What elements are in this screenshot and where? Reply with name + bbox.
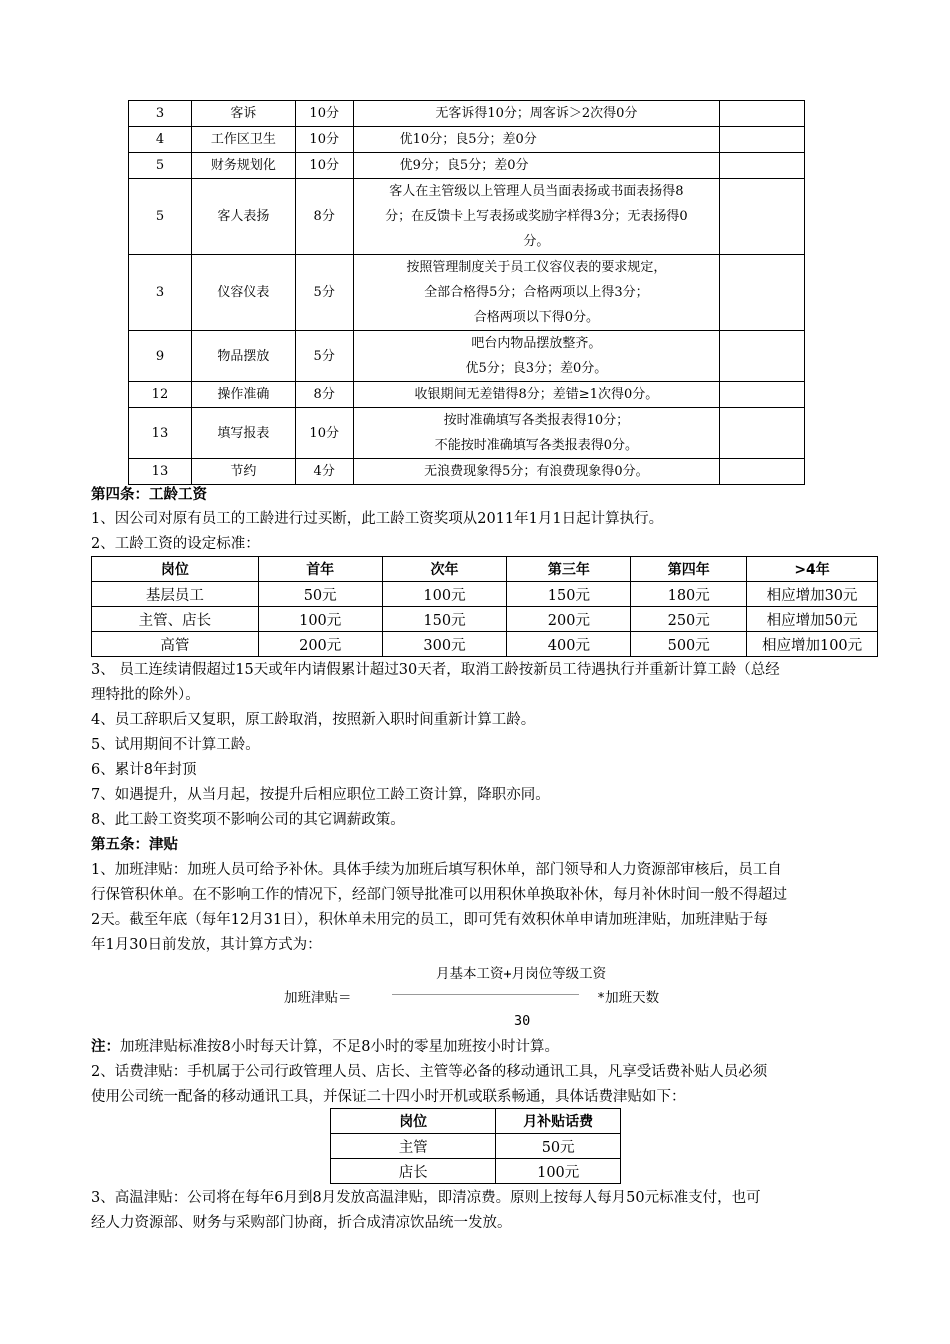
seniority-cell: 250元 xyxy=(631,607,747,632)
article5-title: 第五条：津贴 xyxy=(91,836,178,853)
seniority-cell: 200元 xyxy=(507,607,631,632)
seniority-cell: 基层员工 xyxy=(92,582,259,607)
phone-row xyxy=(331,1134,621,1159)
score-points: 10分 xyxy=(295,408,353,459)
score-remark xyxy=(720,179,805,255)
phone-cell: 100元 xyxy=(496,1159,621,1184)
article4-p7: 7、如遇提升，从当月起，按提升后相应职位工龄工资计算，降职亦同。 xyxy=(91,787,550,803)
seniority-cell: 150元 xyxy=(507,582,631,607)
article4-p6: 6、累计8年封顶 xyxy=(91,762,197,778)
score-remark xyxy=(720,331,805,382)
seniority-header: 首年 xyxy=(258,557,382,582)
score-item: 客诉 xyxy=(191,101,295,127)
score-row xyxy=(129,255,805,331)
seniority-row xyxy=(92,607,878,632)
score-desc-line: 全部合格得5分；合格两项以上得3分； xyxy=(424,285,649,300)
score-desc-line: 合格两项以下得0分。 xyxy=(473,310,600,325)
seniority-cell: 400元 xyxy=(507,632,631,657)
score-remark xyxy=(720,127,805,153)
score-desc-line: 分。 xyxy=(523,234,550,249)
score-desc-line: 按照管理制度关于员工仪容仪表的要求规定， xyxy=(406,260,667,275)
seniority-cell: 50元 xyxy=(258,582,382,607)
seniority-cell: 500元 xyxy=(631,632,747,657)
phone-header: 岗位 xyxy=(331,1109,496,1134)
overtime-line-1: 1、加班津贴：加班人员可给予补休。具体手续为加班后填写积休单，部门领导和人力资源部审核后，员工自 xyxy=(91,862,782,878)
phone-allowance-table xyxy=(330,1108,621,1184)
score-row xyxy=(129,153,805,179)
score-desc xyxy=(353,101,719,127)
seniority-row xyxy=(92,632,878,657)
score-points: 8分 xyxy=(295,179,353,255)
article4-p4: 4、员工辞职后又复职，原工龄取消，按照新入职时间重新计算工龄。 xyxy=(91,712,536,728)
seniority-header: 岗位 xyxy=(92,557,259,582)
score-desc xyxy=(353,127,719,153)
seniority-row xyxy=(92,582,878,607)
score-item: 客人表扬 xyxy=(191,179,295,255)
seniority-cell: 主管、店长 xyxy=(92,607,259,632)
score-no: 12 xyxy=(129,382,192,408)
score-points: 5分 xyxy=(295,331,353,382)
seniority-header: 次年 xyxy=(382,557,507,582)
score-item: 工作区卫生 xyxy=(191,127,295,153)
score-desc-line: 客人在主管级以上管理人员当面表扬或书面表扬得8 xyxy=(389,184,684,199)
score-desc xyxy=(353,331,719,382)
score-no: 5 xyxy=(129,153,192,179)
score-points: 5分 xyxy=(295,255,353,331)
note-text: 加班津贴标准按8小时每天计算，不足8小时的零星加班按小时计算。 xyxy=(120,1039,559,1055)
phone-line-2: 使用公司统一配备的移动通讯工具，并保证二十四小时开机或联系畅通，具体话费津贴如下： xyxy=(91,1089,686,1105)
score-row xyxy=(129,408,805,459)
score-remark xyxy=(720,382,805,408)
score-item: 物品摆放 xyxy=(191,331,295,382)
seniority-cell: 300元 xyxy=(382,632,507,657)
seniority-cell: 100元 xyxy=(382,582,507,607)
phone-row xyxy=(331,1159,621,1184)
formula-lhs: 加班津贴＝ xyxy=(284,990,352,1006)
score-desc xyxy=(353,255,719,331)
score-points: 10分 xyxy=(295,127,353,153)
score-remark xyxy=(720,101,805,127)
score-row xyxy=(129,101,805,127)
score-desc xyxy=(353,179,719,255)
score-desc xyxy=(353,153,719,179)
seniority-header: 第四年 xyxy=(631,557,747,582)
seniority-cell: 100元 xyxy=(258,607,382,632)
seniority-cell: 相应增加30元 xyxy=(747,582,878,607)
score-no: 9 xyxy=(129,331,192,382)
score-item: 财务规划化 xyxy=(191,153,295,179)
score-row xyxy=(129,331,805,382)
article4-p5: 5、试用期间不计算工龄。 xyxy=(91,737,260,753)
seniority-table xyxy=(91,556,878,657)
score-desc-line: 收银期间无差错得8分；差错≥1次得0分。 xyxy=(414,387,659,402)
score-desc-line: 无浪费现象得5分；有浪费现象得0分。 xyxy=(424,464,649,479)
score-no: 13 xyxy=(129,408,192,459)
score-points: 8分 xyxy=(295,382,353,408)
score-remark xyxy=(720,255,805,331)
seniority-header: 第三年 xyxy=(507,557,631,582)
score-item: 节约 xyxy=(191,459,295,485)
score-remark xyxy=(720,459,805,485)
seniority-cell: 相应增加50元 xyxy=(747,607,878,632)
article4-p1: 1、因公司对原有员工的工龄进行过买断，此工龄工资奖项从2011年1月1日起计算执行。 xyxy=(91,511,664,527)
phone-cell: 主管 xyxy=(331,1134,496,1159)
score-item: 操作准确 xyxy=(191,382,295,408)
overtime-line-2: 行保管积休单。在不影响工作的情况下，经部门领导批准可以用积休单换取补休，每月补休时间一般不得超过 xyxy=(91,887,787,903)
overtime-line-3: 2天。截至年底（每年12月31日），积休单未用完的员工，即可凭有效积休单申请加班津贴，加班津贴于每 xyxy=(91,912,768,928)
article4-p3a: 3、 员工连续请假超过15天或年内请假累计超过30天者，取消工龄按新员工待遇执行并重新计算工龄（总经 xyxy=(91,662,780,678)
seniority-cell: 相应增加100元 xyxy=(747,632,878,657)
score-desc xyxy=(353,459,719,485)
article4-p8: 8、此工龄工资奖项不影响公司的其它调薪政策。 xyxy=(91,812,405,828)
seniority-cell: 高管 xyxy=(92,632,259,657)
heat-line-2: 经人力资源部、财务与采购部门协商，折合成清凉饮品统一发放。 xyxy=(91,1215,512,1231)
score-desc-line: 分；在反馈卡上写表扬或奖励字样得3分；无表扬得0 xyxy=(385,209,688,224)
score-desc-line: 优5分；良3分；差0分。 xyxy=(465,361,608,376)
seniority-cell: 150元 xyxy=(382,607,507,632)
formula-numerator: 月基本工资+月岗位等级工资 xyxy=(436,966,607,982)
score-remark xyxy=(720,153,805,179)
phone-header: 月补贴话费 xyxy=(496,1109,621,1134)
score-item: 填写报表 xyxy=(191,408,295,459)
score-no: 3 xyxy=(129,255,192,331)
score-desc-line: 优10分；良5分；差0分 xyxy=(399,132,537,147)
seniority-cell: 200元 xyxy=(258,632,382,657)
score-points: 10分 xyxy=(295,153,353,179)
heat-line-1: 3、高温津贴：公司将在每年6月到8月发放高温津贴，即清凉费。原则上按每人每月50元标准支付，也可 xyxy=(91,1190,761,1206)
phone-cell: 店长 xyxy=(331,1159,496,1184)
score-no: 4 xyxy=(129,127,192,153)
score-points: 10分 xyxy=(295,101,353,127)
score-desc-line: 无客诉得10分；周客诉＞2次得0分 xyxy=(435,106,638,121)
score-table xyxy=(128,100,805,485)
article4-p2: 2、工龄工资的设定标准： xyxy=(91,536,260,552)
phone-cell: 50元 xyxy=(496,1134,621,1159)
score-row xyxy=(129,382,805,408)
overtime-line-4: 年1月30日前发放，其计算方式为： xyxy=(91,937,322,953)
article4-title: 第四条：工龄工资 xyxy=(91,486,207,503)
score-points: 4分 xyxy=(295,459,353,485)
score-desc xyxy=(353,382,719,408)
score-row xyxy=(129,459,805,485)
score-no: 5 xyxy=(129,179,192,255)
score-no: 13 xyxy=(129,459,192,485)
formula-rhs: *加班天数 xyxy=(597,990,660,1006)
score-row xyxy=(129,179,805,255)
formula-denominator: 30 xyxy=(514,1013,531,1029)
score-desc-line: 不能按时准确填写各类报表得0分。 xyxy=(434,438,639,453)
formula-fraction-line xyxy=(392,994,579,995)
score-no: 3 xyxy=(129,101,192,127)
score-desc-line: 优9分；良5分；差0分 xyxy=(399,158,529,173)
score-desc-line: 吧台内物品摆放整齐。 xyxy=(471,336,602,351)
note-label: 注： xyxy=(91,1038,120,1055)
phone-line-1: 2、话费津贴：手机属于公司行政管理人员、店长、主管等必备的移动通讯工具，凡享受话费补贴人员必须 xyxy=(91,1064,768,1080)
note-line xyxy=(91,1035,559,1059)
article4-p3b: 理特批的除外）。 xyxy=(91,687,200,703)
seniority-cell: 180元 xyxy=(631,582,747,607)
score-desc-line: 按时准确填写各类报表得10分； xyxy=(443,413,630,428)
score-remark xyxy=(720,408,805,459)
score-row xyxy=(129,127,805,153)
score-item: 仪容仪表 xyxy=(191,255,295,331)
score-desc xyxy=(353,408,719,459)
seniority-header: >4年 xyxy=(747,557,878,582)
